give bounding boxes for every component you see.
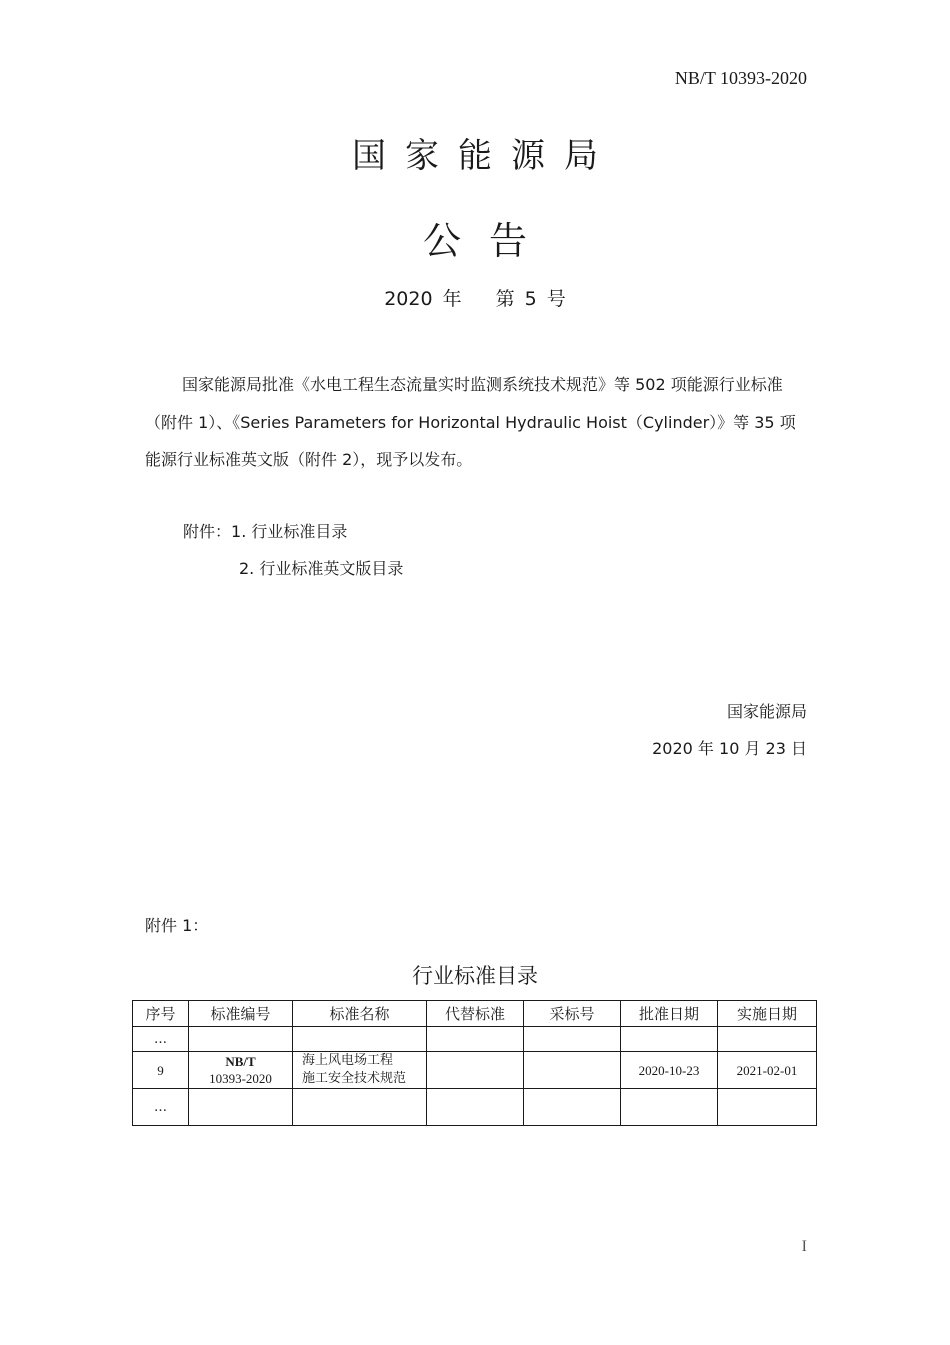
col-code: 标准编号	[189, 1001, 293, 1027]
cell-replaces	[427, 1089, 524, 1126]
cell-adopted	[524, 1027, 621, 1052]
table-row	[133, 1027, 817, 1052]
cell-name	[293, 1089, 427, 1126]
col-seq: 序号	[133, 1001, 189, 1027]
cell-replaces	[427, 1052, 524, 1089]
notice-issue: 第 5 号	[495, 288, 566, 310]
notice-body	[145, 366, 807, 479]
cell-approved: 2020-10-23	[621, 1052, 718, 1089]
cell-effective	[718, 1089, 817, 1126]
cell-replaces	[427, 1027, 524, 1052]
col-name: 标准名称	[293, 1001, 427, 1027]
col-approved: 批准日期	[621, 1001, 718, 1027]
cell-code-line2: 10393-2020	[209, 1071, 272, 1086]
cell-effective: 2021-02-01	[718, 1052, 817, 1089]
signature: 国家能源局	[726, 702, 807, 721]
notice-number	[0, 284, 950, 311]
cell-seq: …	[133, 1027, 189, 1052]
col-effective: 实施日期	[718, 1001, 817, 1027]
page-number: I	[801, 1238, 807, 1255]
cell-name	[293, 1052, 427, 1089]
annex-label: 附件 1：	[145, 916, 209, 935]
attachment-1-text: 1. 行业标准目录	[231, 522, 348, 541]
cell-adopted	[524, 1052, 621, 1089]
table-row	[133, 1052, 817, 1089]
table-header-row	[133, 1001, 817, 1027]
attachments-label: 附件：	[183, 522, 232, 541]
cell-code-line1: NB/T	[225, 1054, 256, 1069]
cell-seq: 9	[133, 1052, 189, 1089]
cell-approved	[621, 1027, 718, 1052]
cell-name-line2: 施工安全技术规范	[302, 1071, 407, 1086]
issue-date: 2020 年 10 月 23 日	[652, 739, 807, 758]
cell-code	[189, 1027, 293, 1052]
attachment-1	[183, 519, 347, 542]
col-adopted: 采标号	[524, 1001, 621, 1027]
table-row	[133, 1089, 817, 1126]
cell-adopted	[524, 1089, 621, 1126]
cell-name-line1: 海上风电场工程	[302, 1053, 394, 1068]
cell-name	[293, 1027, 427, 1052]
cell-code	[189, 1052, 293, 1089]
agency-heading: 国家能源局	[352, 136, 617, 176]
notice-title: 公告	[422, 219, 555, 263]
cell-effective	[718, 1027, 817, 1052]
notice-body-text: 国家能源局批准《水电工程生态流量实时监测系统技术规范》等 502 项能源行业标准（附件 1）、《Series Parameters for Horizontal Hydraulic Hoist（Cylinder）》等 35 项能源行业标准英文版（附件 2），现予以发布。	[145, 375, 796, 469]
notice-year: 2020 年	[384, 288, 462, 310]
cell-approved	[621, 1089, 718, 1126]
table-title: 行业标准目录	[412, 964, 538, 988]
cell-seq: …	[133, 1089, 189, 1126]
attachment-2: 2. 行业标准英文版目录	[239, 559, 404, 578]
standards-table	[132, 1000, 817, 1126]
col-replaces: 代替标准	[427, 1001, 524, 1027]
standard-number: NB/T 10393-2020	[674, 68, 807, 88]
cell-code	[189, 1089, 293, 1126]
